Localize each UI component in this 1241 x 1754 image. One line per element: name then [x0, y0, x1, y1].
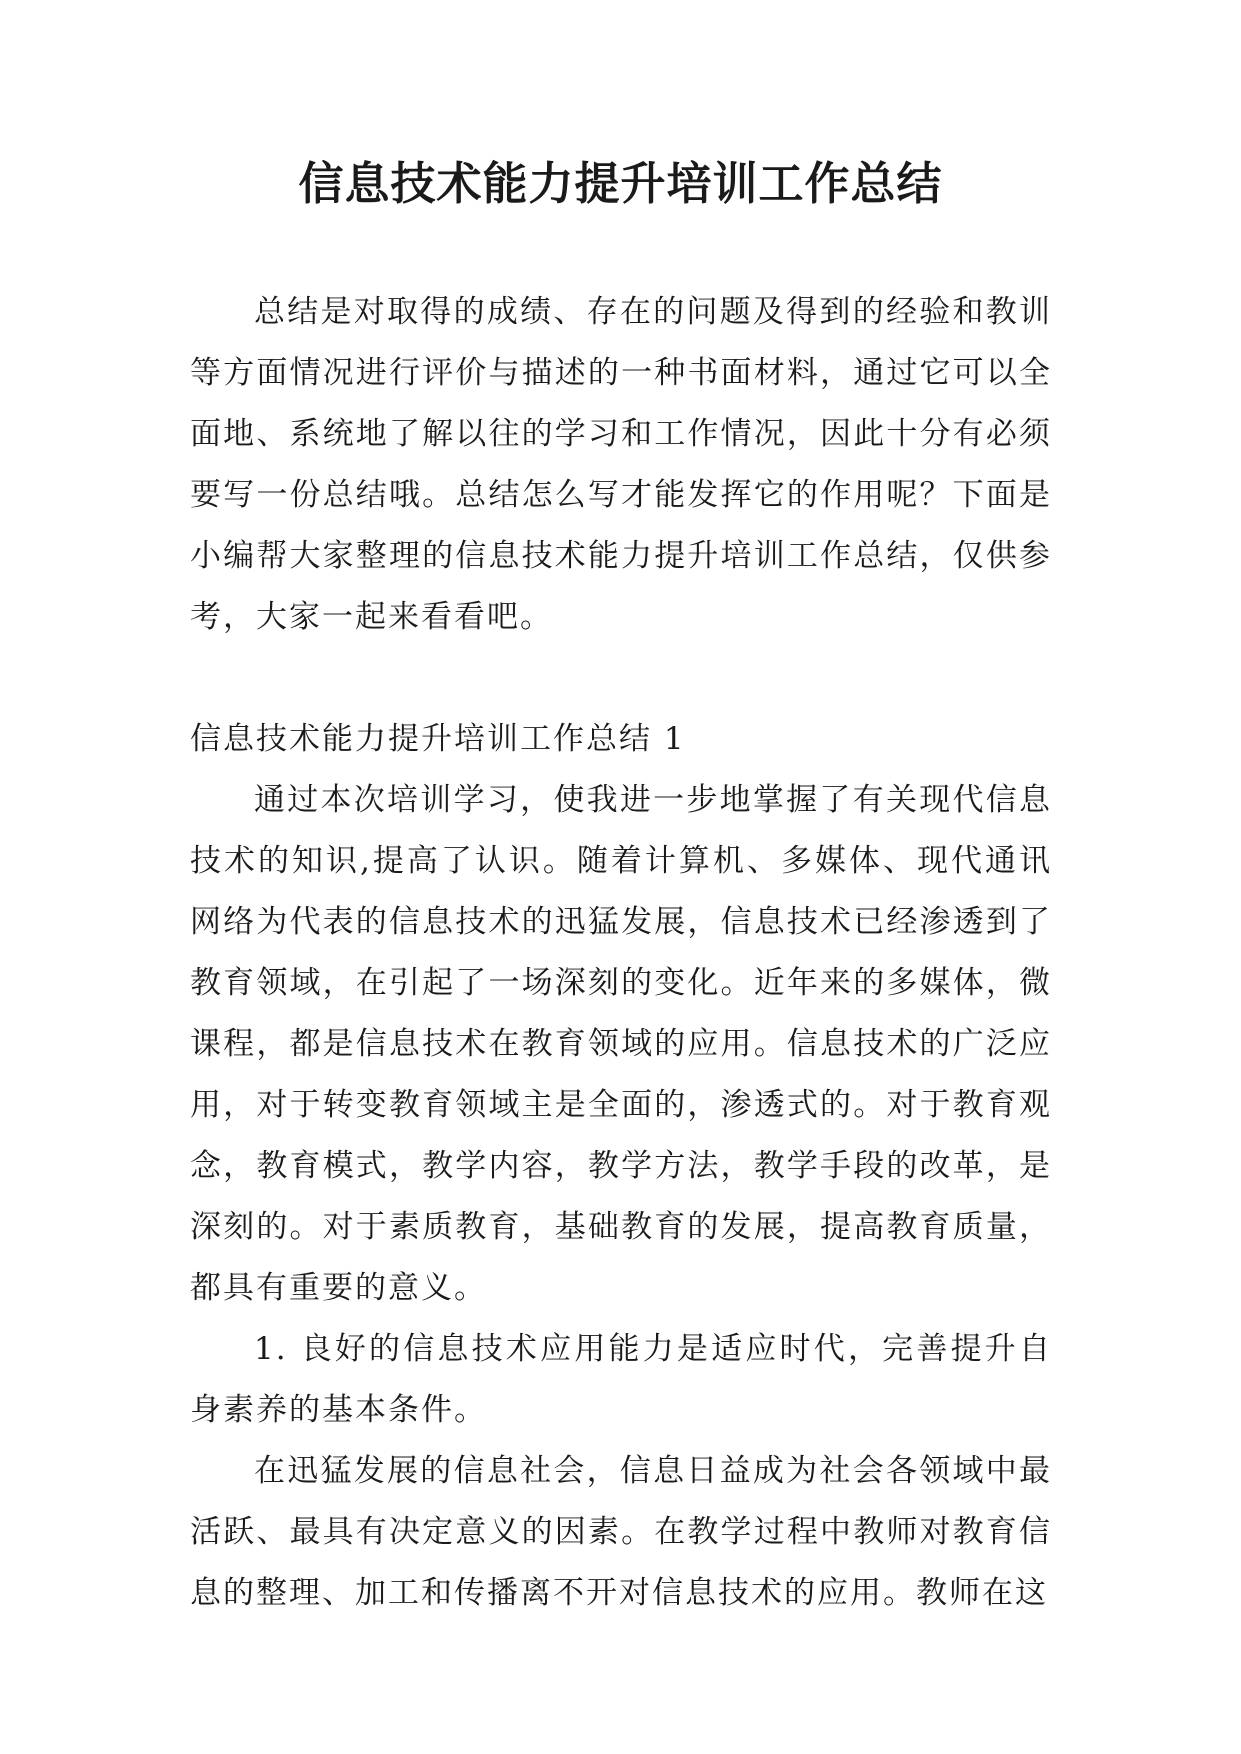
document-title: 信息技术能力提升培训工作总结	[298, 157, 943, 210]
document-body	[190, 282, 1052, 1624]
paragraph-gap	[190, 648, 1052, 709]
intro-paragraph: 总结是对取得的成绩、存在的问题及得到的经验和教训等方面情况进行评价与描述的一种书面材料，通过它可以全面地、系统地了解以往的学习和工作情况，因此十分有必须要写一份总结哦。总结怎么写才能发挥它的作用呢？下面是小编帮大家整理的信息技术能力提升培训工作总结，仅供参考，大家一起来看看吧。	[190, 294, 1052, 635]
section-heading: 信息技术能力提升培训工作总结 1	[190, 721, 686, 757]
body-paragraph-2: 1. 良好的信息技术应用能力是适应时代，完善提升自身素养的基本条件。	[190, 1331, 1052, 1428]
body-paragraph-1: 通过本次培训学习，使我进一步地掌握了有关现代信息技术的知识,提高了认识。随着计算机、多媒体、现代通讯网络为代表的信息技术的迅猛发展，信息技术已经渗透到了教育领域，在引起了一场深刻的变化。近年来的多媒体，微课程，都是信息技术在教育领域的应用。信息技术的广泛应用，对于转变教育领域主是全面的，渗透式的。对于教育观念，教育模式，教学内容，教学方法，教学手段的改革，是深刻的。对于素质教育，基础教育的发展，提高教育质量，都具有重要的意义。	[190, 782, 1052, 1306]
body-paragraph-3: 在迅猛发展的信息社会，信息日益成为社会各领域中最活跃、最具有决定意义的因素。在教学过程中教师对教育信息的整理、加工和传播离不开对信息技术的应用。教师在这	[190, 1453, 1052, 1611]
